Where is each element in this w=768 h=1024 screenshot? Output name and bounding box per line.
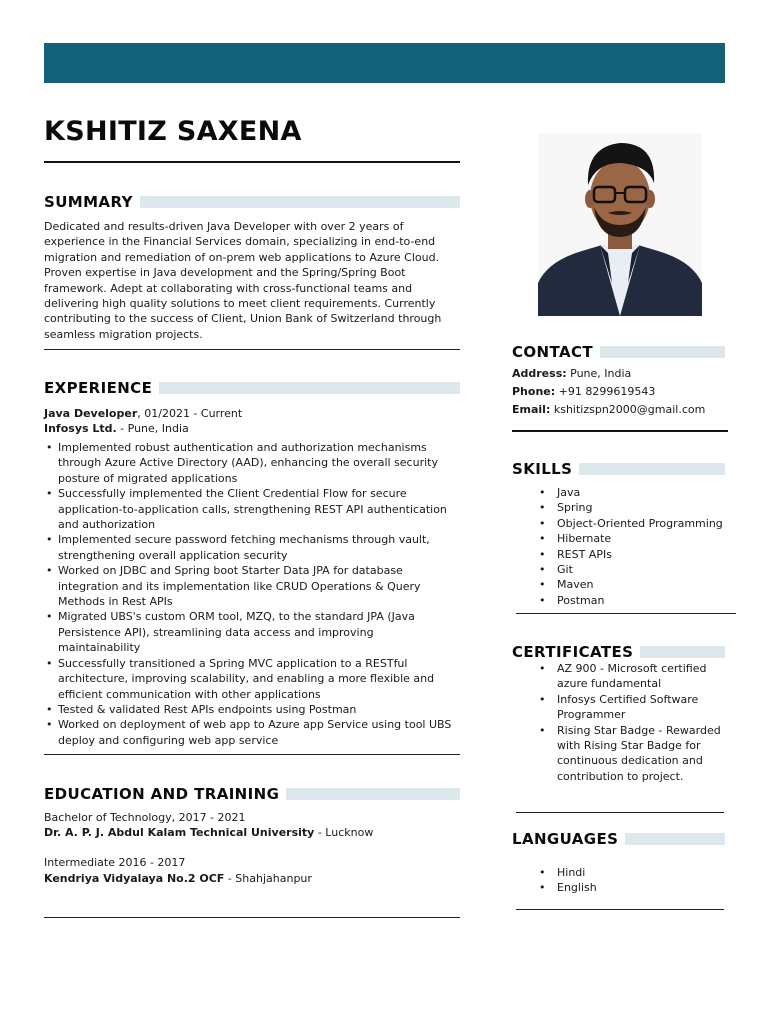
education-school-1: Dr. A. P. J. Abdul Kalam Technical University [44, 826, 315, 839]
summary-divider [44, 349, 460, 350]
education-school-line-1 [44, 825, 373, 840]
list-item: • Maven [536, 577, 736, 592]
name-divider [44, 161, 460, 163]
email-value: kshitizspn2000@gmail.com [550, 403, 706, 416]
summary-text: Dedicated and results-driven Java Developer with over 2 years of experience in the Financial Services domain, specializing in end-to-end migration and remediation of on-prem web applications to Azure Cloud. Proven expertise in Java development and the Spring/Spring Boot framework. Adept at collaborating with cross-functional teams and delivering high quality solutions to meet client requirements. Currently contributing to the success of Client, Union Bank of Switzerland through seamless migration projects. [44, 220, 442, 341]
education-school-line-2 [44, 871, 312, 886]
contact-divider [512, 430, 728, 432]
list-item: • Hibernate [536, 531, 736, 546]
education-degree-1: Bachelor of Technology, 2017 - 2021 [44, 811, 246, 824]
languages-list [536, 865, 728, 896]
list-item: • Migrated UBS's custom ORM tool, MZQ, to the standard JPA (Java Persistence API), streamlining data access and improving maintainability [44, 609, 456, 655]
list-item: • Implemented secure password fetching mechanisms through vault, strengthening overall application security [44, 532, 456, 563]
experience-heading [44, 379, 460, 397]
list-item: • Implemented robust authentication and authorization mechanisms through Azure Active Directory (AAD), enhancing the overall security posture of migrated applications [44, 440, 456, 486]
summary-heading-bar [140, 196, 460, 208]
education-location-2: - Shahjahanpur [224, 872, 312, 885]
list-item: • Worked on deployment of web app to Azure app Service using tool UBS deploy and configuring web app service [44, 717, 456, 748]
list-item: • Java [536, 485, 736, 500]
list-item: • Object-Oriented Programming [536, 516, 736, 531]
education-heading-bar [286, 788, 460, 800]
list-item: • Successfully transitioned a Spring MVC application to a RESTful architecture, improving scalability, and enabling a more flexible and efficient communication with other applications [44, 656, 456, 702]
certificates-heading-bar [640, 646, 725, 658]
contact-heading [512, 343, 725, 361]
languages-divider [516, 909, 724, 910]
skills-heading-bar [579, 463, 725, 475]
phone-label: Phone: [512, 385, 556, 398]
list-item: • REST APIs [536, 547, 736, 562]
experience-bullet-list [44, 440, 456, 748]
company-line [44, 421, 189, 436]
education-school-2: Kendriya Vidyalaya No.2 OCF [44, 872, 225, 885]
email-label: Email: [512, 403, 551, 416]
phone-value: +91 8299619543 [555, 385, 656, 398]
contact-heading-text: CONTACT [512, 343, 594, 361]
certificates-divider [516, 812, 724, 813]
skills-divider [516, 613, 736, 614]
list-item: • Postman [536, 593, 736, 608]
list-item: • Tested & validated Rest APIs endpoints using Postman [44, 702, 456, 717]
list-item: • Successfully implemented the Client Credential Flow for secure application-to-application calls, strengthening REST API authentication and authorization [44, 486, 456, 532]
list-item: • English [536, 880, 728, 895]
job-dates: , 01/2021 - Current [137, 407, 243, 420]
profile-photo [538, 133, 702, 316]
certificates-heading-text: CERTIFICATES [512, 643, 634, 661]
certificates-heading [512, 643, 725, 661]
list-item: • Hindi [536, 865, 728, 880]
experience-heading-text: EXPERIENCE [44, 379, 153, 397]
candidate-name: KSHITIZ SAXENA [44, 116, 302, 147]
contact-email [512, 402, 705, 417]
contact-address [512, 366, 631, 381]
job-title-line [44, 406, 242, 421]
languages-heading [512, 830, 725, 848]
languages-heading-text: LANGUAGES [512, 830, 619, 848]
summary-heading [44, 193, 460, 211]
company-location: - Pune, India [116, 422, 189, 435]
skills-heading [512, 460, 725, 478]
certificates-list [536, 661, 728, 784]
profile-photo-image [538, 133, 702, 316]
list-item: • AZ 900 - Microsoft certified azure fundamental [536, 661, 728, 692]
contact-phone [512, 384, 655, 399]
education-divider [44, 917, 460, 918]
experience-heading-bar [159, 382, 460, 394]
address-value: Pune, India [566, 367, 632, 380]
list-item: • Spring [536, 500, 736, 515]
contact-heading-bar [600, 346, 725, 358]
education-heading [44, 785, 460, 803]
skills-heading-text: SKILLS [512, 460, 573, 478]
education-location-1: - Lucknow [314, 826, 374, 839]
list-item: • Rising Star Badge - Rewarded with Rising Star Badge for continuous dedication and contribution to project. [536, 723, 728, 785]
education-heading-text: EDUCATION AND TRAINING [44, 785, 280, 803]
education-degree-2: Intermediate 2016 - 2017 [44, 856, 186, 869]
skills-list [536, 485, 736, 608]
list-item: • Git [536, 562, 736, 577]
list-item: • Worked on JDBC and Spring boot Starter Data JPA for database integration and its implementation like CRUD Operations & Query Methods in Rest APIs [44, 563, 456, 609]
job-title: Java Developer [44, 407, 138, 420]
languages-heading-bar [625, 833, 725, 845]
address-label: Address: [512, 367, 567, 380]
summary-heading-text: SUMMARY [44, 193, 133, 211]
company-name: Infosys Ltd. [44, 422, 117, 435]
list-item: • Infosys Certified Software Programmer [536, 692, 728, 723]
header-accent-bar [44, 43, 725, 83]
experience-divider [44, 754, 460, 755]
